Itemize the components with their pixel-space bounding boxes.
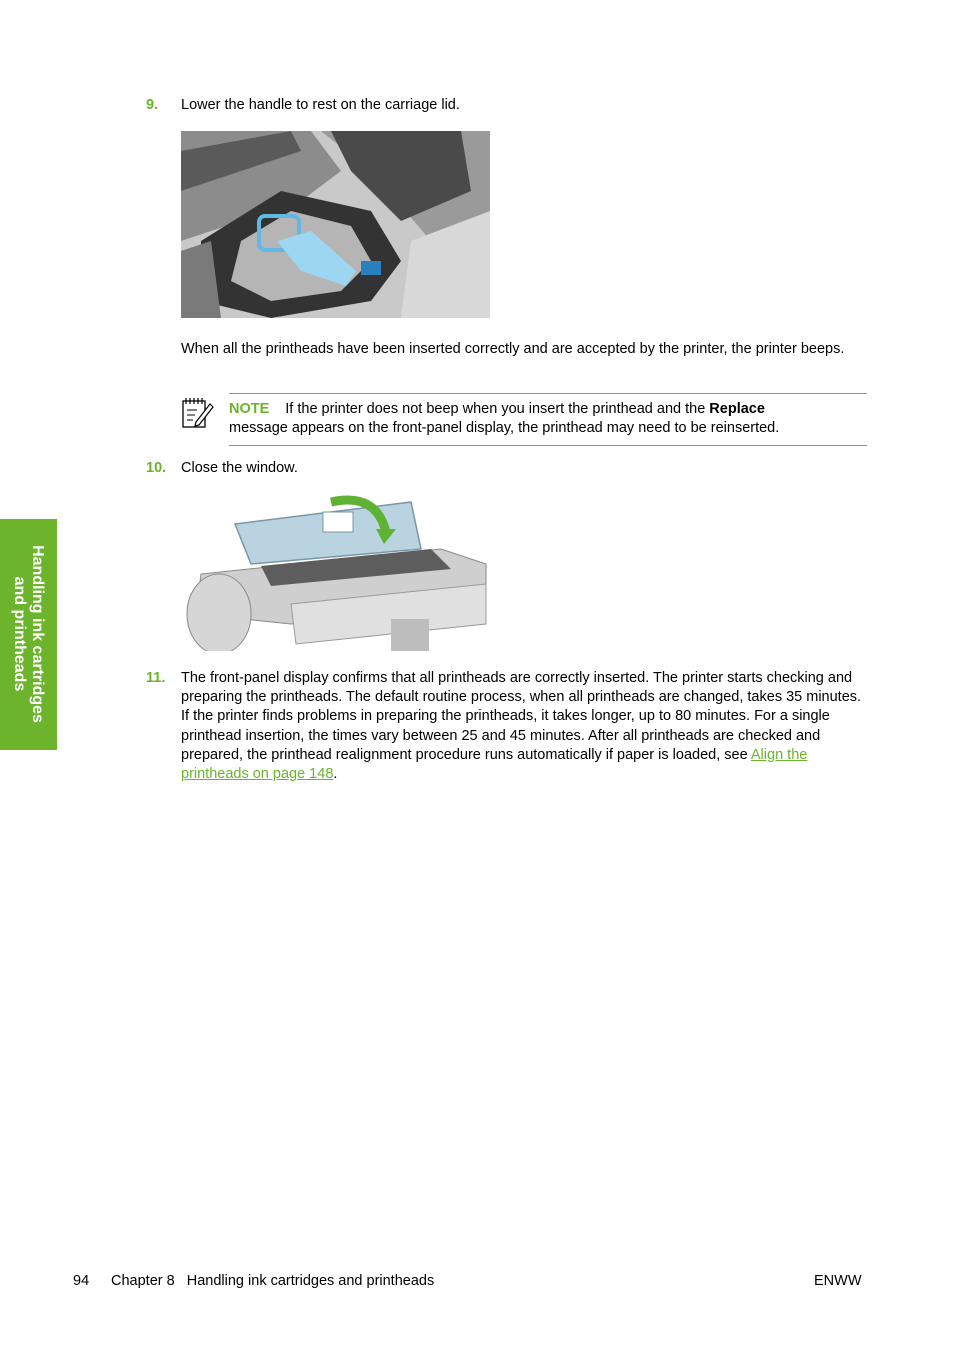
side-tab-line-1: Handling ink cartridges	[29, 545, 46, 723]
step-11-number: 11.	[146, 670, 166, 686]
note-label: NOTE	[229, 401, 270, 417]
close-window-illustration	[181, 494, 490, 651]
step-11-body: The front-panel display confirms that all printheads are correctly inserted. The printer starts checking and preparing the printheads. The default routine process, when all printheads are changed, takes 35 minutes. If the printer finds problems in preparing the printheads, it takes longer, up to 80 minutes. For a single printhead insertion, the times vary between 25 and 45 minutes. After all printheads are checked and prepared, the printhead realignment procedure runs automatically if paper is loaded, see	[181, 670, 862, 763]
printheads-accepted-paragraph: When all the printheads have been inserted correctly and are accepted by the printer, the printer beeps.	[181, 341, 845, 357]
footer-page-number: 94	[73, 1273, 90, 1289]
note-text-before: If the printer does not beep when you insert the printhead and the	[285, 401, 710, 417]
align-printheads-link[interactable]: Align the printheads on page 148	[181, 746, 808, 783]
footer-enww: ENWW	[814, 1273, 862, 1289]
carriage-handle-illustration	[181, 131, 490, 318]
side-tab-label	[10, 545, 46, 723]
footer-chapter: Chapter 8 Handling ink cartridges and printheads	[111, 1273, 435, 1289]
note-icon	[182, 396, 214, 428]
note-bottom-rule	[229, 445, 867, 446]
step-9-text: Lower the handle to rest on the carriage lid.	[181, 97, 460, 113]
step-10-text: Close the window.	[181, 460, 298, 476]
step-11-text	[181, 669, 871, 784]
note-text	[229, 400, 869, 438]
note-text-after: message appears on the front-panel display, the printhead may need to be reinserted.	[229, 420, 780, 437]
note-top-rule	[229, 393, 867, 394]
step-11-end: .	[333, 766, 338, 783]
note-replace-keyword: Replace	[709, 401, 765, 417]
side-tab-line-2: and printheads	[11, 576, 28, 692]
chapter-side-tab	[0, 519, 57, 750]
step-10-number: 10.	[146, 460, 167, 476]
step-9-number: 9.	[146, 97, 159, 113]
